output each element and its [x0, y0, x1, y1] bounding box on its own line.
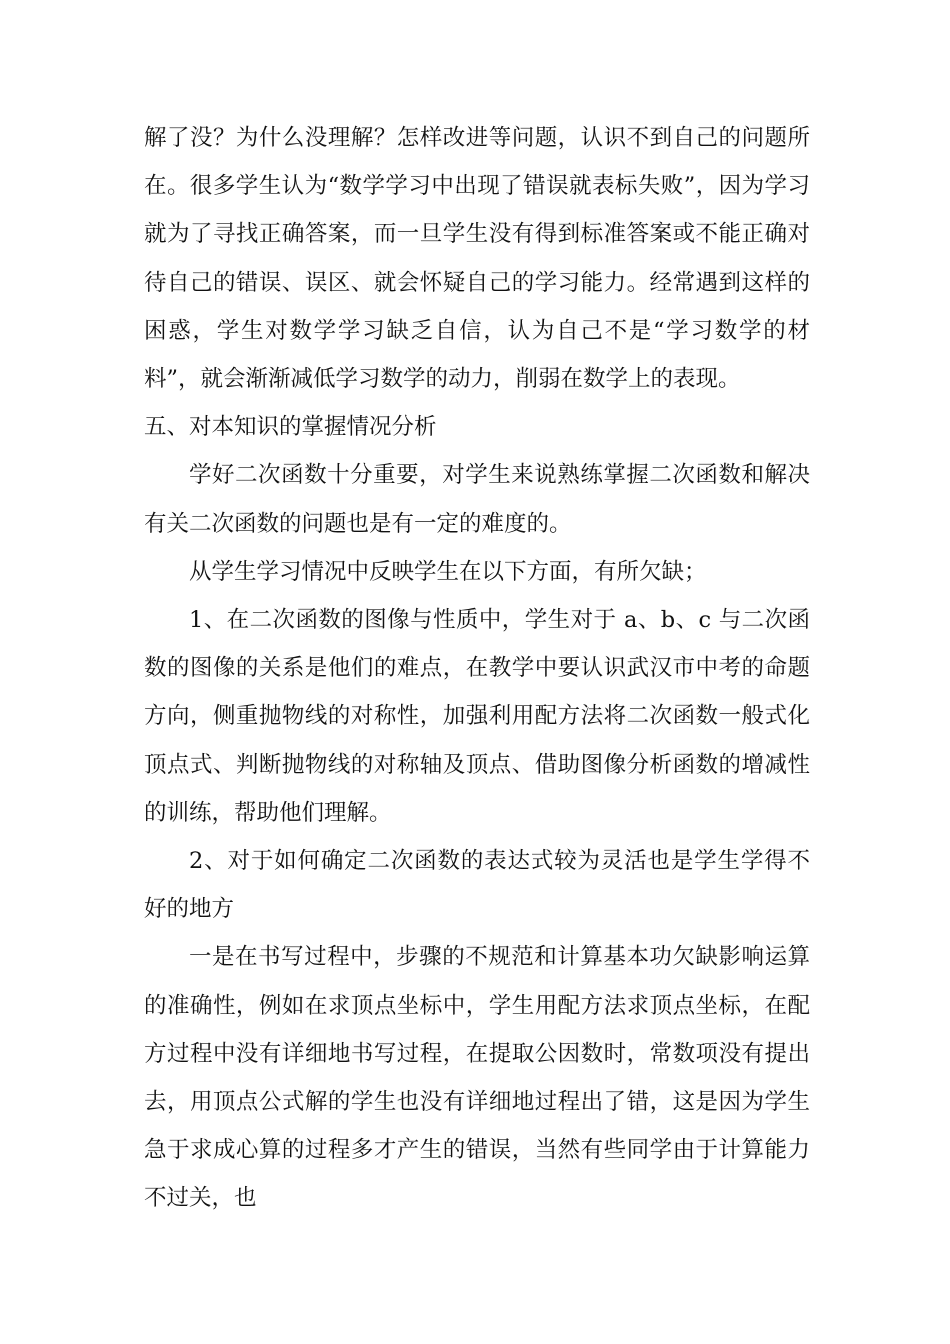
paragraph-1: 解了没？为什么没理解？怎样改进等问题，认识不到自己的问题所在。很多学生认为“数学学习中出现了错误就表标失败”，因为学习就为了寻找正确答案，而一旦学生没有得到标准答案或不能正确对待自己的错误、误区、就会怀疑自己的学习能力。经常遇到这样的困惑，学生对数学学习缺乏自信，认为自己不是“学习数学的材料”，就会渐渐减低学习数学的动力，削弱在数学上的表现。	[144, 125, 810, 393]
paragraph-4: 1、在二次函数的图像与性质中，学生对于 a、b、c 与二次函数的图像的关系是他们的难点，在教学中要认识武汉市中考的命题方向，侧重抛物线的对称性，加强利用配方法将二次函数一般式化顶点式、判断抛物线的对称轴及顶点、借助图像分析函数的增减性的训练，帮助他们理解。	[144, 607, 810, 826]
paragraph-3: 从学生学习情况中反映学生在以下方面，有所欠缺；	[189, 558, 707, 585]
paragraph-6: 一是在书写过程中，步骤的不规范和计算基本功欠缺影响运算的准确性，例如在求顶点坐标中，学生用配方法求顶点坐标，在配方过程中没有详细地书写过程，在提取公因数时，常数项没有提出去，用顶点公式解的学生也没有详细地过程出了错，这是因为学生急于求成心算的过程多才产生的错误，当然有些同学由于计算能力不过关，也	[144, 944, 810, 1212]
section-heading-5: 五、对本知识的掌握情况分析	[144, 414, 437, 441]
paragraph-2: 学好二次函数十分重要，对学生来说熟练掌握二次函数和解决有关二次函数的问题也是有一定的难度的。	[144, 462, 810, 537]
paragraph-5: 2、对于如何确定二次函数的表达式较为灵活也是学生学得不好的地方	[144, 848, 810, 923]
document-body	[144, 114, 810, 1223]
